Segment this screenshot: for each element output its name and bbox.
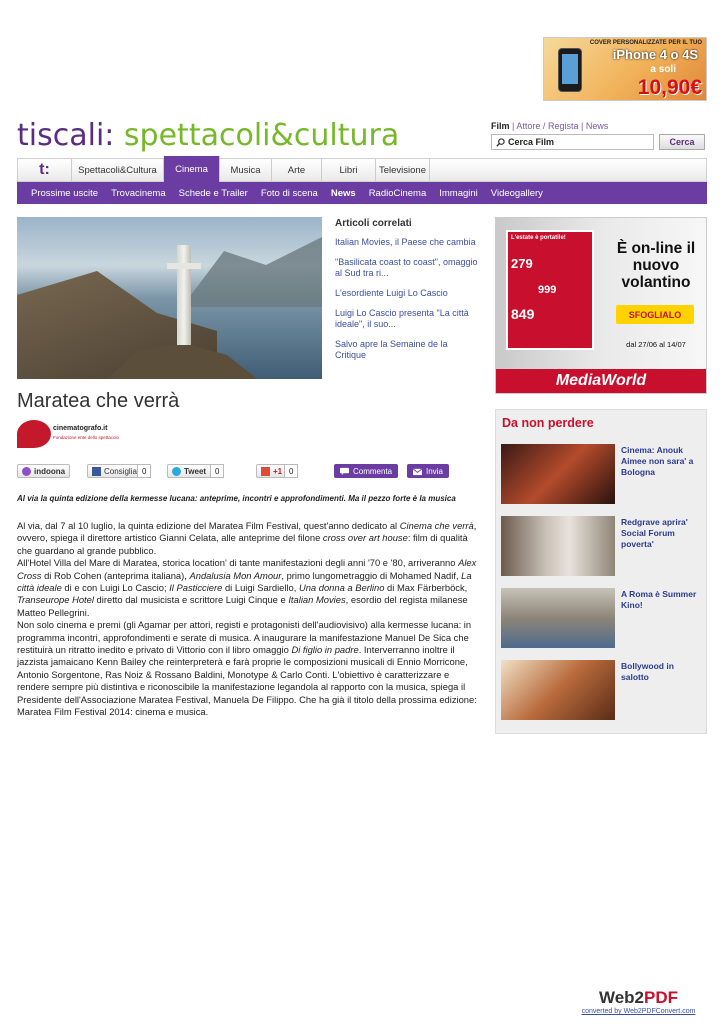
- article-paragraph: Al via, dal 7 al 10 luglio, la quinta edizione del Maratea Film Festival, quest'anno dedicato al Cinema che verrà, ovvero, spiega il direttore artistico Gianni Celata, alle anteprime del filone cross over art house: film di qualità che guardano al grande pubblico.: [17, 520, 477, 556]
- dnp-caption: Redgrave aprira' Social Forum poverta': [621, 517, 688, 549]
- tab-arte[interactable]: Arte: [272, 159, 322, 181]
- twitter-icon: [172, 467, 181, 476]
- google-plus-icon: [261, 467, 270, 476]
- search-type-links: [491, 121, 706, 131]
- dnp-caption: A Roma è Summer Kino!: [621, 589, 697, 610]
- search-area: [491, 121, 706, 150]
- article-body: [17, 520, 479, 719]
- tab-televisione[interactable]: Televisione: [376, 159, 430, 181]
- sep: |: [512, 121, 515, 131]
- web2pdf-link[interactable]: converted by Web2PDFConvert.com: [581, 1008, 696, 1015]
- dnp-heading: Da non perdere: [502, 416, 594, 430]
- hero-bg-hill: [182, 237, 322, 307]
- related-articles: [335, 218, 480, 370]
- tweet-label: Tweet: [184, 466, 207, 476]
- google-plus-button[interactable]: [256, 464, 287, 478]
- tab-musica[interactable]: Musica: [220, 159, 272, 181]
- mail-icon: [413, 467, 422, 476]
- search-input[interactable]: [491, 134, 654, 150]
- main-nav: [17, 158, 707, 182]
- search-type-film[interactable]: Film: [491, 121, 510, 131]
- tab-spettacoli[interactable]: Spettacoli&Cultura: [72, 159, 164, 181]
- phone-image: [558, 48, 582, 92]
- comment-label: Commenta: [353, 466, 393, 476]
- search-button[interactable]: Cerca: [659, 134, 705, 150]
- facebook-icon: [92, 467, 101, 476]
- dnp-thumb: [501, 588, 615, 648]
- dnp-caption: Cinema: Anouk Aimee non sara' a Bologna: [621, 445, 694, 477]
- dnp-item[interactable]: [501, 444, 701, 504]
- search-icon: [496, 138, 505, 147]
- ad-caption: COVER PERSONALIZZATE PER IL TUO: [589, 40, 702, 46]
- indoona-label: indoona: [34, 466, 66, 476]
- search-type-news[interactable]: News: [585, 121, 609, 131]
- dnp-item[interactable]: [501, 660, 701, 720]
- logo-section: spettacoli&cultura: [114, 118, 400, 153]
- article-paragraph: All'Hotel Villa del Mare di Maratea, storica location' di tante manifestazioni degli anni '70 e '80, arriveranno Alex Cross di Rob Cohen (anteprima italiana), Andalusia Mon Amour, primo lungometraggio di Mohamed Nadif, La città ideale di e con Luigi Lo Cascio; Il Pasticciere di Luigi Sardiello, Una donna a Berlino di Max Färberböck, Transeurope Hotel diretto dal musicista e scrittore Luigi Cinque e Italian Movies, esordio del regista milanese Matteo Pellegrini.: [17, 557, 477, 618]
- subnav-trovacinema[interactable]: Trovacinema: [111, 187, 166, 199]
- dnp-caption: Bollywood in salotto: [621, 661, 674, 682]
- search-placeholder: Cerca Film: [508, 137, 555, 147]
- send-label: Invia: [426, 466, 443, 476]
- wm-pdf: PDF: [644, 988, 679, 1007]
- share-bar: [17, 464, 477, 480]
- article-paragraph: Non solo cinema e premi (gli Agamar per attori, registi e protagonisti dell'audiovisivo) alla kermesse lucana: in programma incontri, approfondimenti e serate di musica. A inaugurare la manifestazione Manuel De Sica che restituirà un ritratto inedito e privato di Vittorio con il libro omaggio Di figlio in padre. Interverranno inoltre il jazzista jamaicano Kenn Bailey che reinterpreterà e farà proprie le composizioni musicali di Ennio Morricone, Antonio Sorgentone, Ras Noiz & Rossano Baldini, Monotype & Carlo Conti. L'obiettivo è caratterizzare e rendere sempre più distintiva e riconoscibile la manifestazione legandola al rapporto con la musica, spiega il Presidente dell'Associazione Maratea Festival, Manuela De Filippo. Che ha già il titolo della prossima edizione: Maratea Film Festival 2014: cinema e musica.: [17, 619, 477, 718]
- ad-brand: MediaWorld: [496, 369, 706, 393]
- subnav-immagini[interactable]: Immagini: [439, 187, 478, 199]
- facebook-like-button[interactable]: [87, 464, 142, 478]
- hero-statue-arms: [167, 263, 201, 269]
- sub-nav: [17, 182, 707, 204]
- subnav-schede-trailer[interactable]: Schede e Trailer: [178, 187, 248, 199]
- dnp-item[interactable]: [501, 516, 701, 576]
- indoona-button[interactable]: [17, 464, 70, 478]
- sep: /: [542, 121, 546, 131]
- ad-dates: dal 27/06 al 14/07: [626, 340, 686, 349]
- da-non-perdere-box: [495, 409, 707, 734]
- article-lead: Al via la quinta edizione della kermesse lucana: anteprime, incontri e approfondimenti. Ma il pezzo forte è la musica: [17, 494, 456, 503]
- source-tagline: Fondazione ente dello spettacolo: [53, 435, 120, 440]
- facebook-label: Consiglia: [104, 466, 137, 476]
- flyer-price-2: 999: [538, 284, 557, 296]
- hero-statue: [177, 245, 191, 345]
- search-type-regista[interactable]: Regista: [547, 121, 579, 131]
- source-name: cinematografo.it: [53, 425, 108, 432]
- dnp-thumb: [501, 444, 615, 504]
- article-hero-image: [17, 217, 322, 379]
- ad-headline: È on-line il nuovo volantino: [616, 240, 696, 291]
- flyer-price-3: 849: [511, 306, 535, 322]
- wm-web: Web: [598, 988, 635, 1007]
- wm-two: 2: [634, 988, 645, 1007]
- dnp-thumb: [501, 516, 615, 576]
- ad-price: 10,90€: [637, 76, 702, 99]
- dnp-item[interactable]: [501, 588, 701, 648]
- flyer-price-1: 279: [511, 256, 533, 271]
- related-link[interactable]: Luigi Lo Cascio presenta "La città ideale", il suo...: [335, 308, 469, 329]
- comment-icon: [340, 467, 349, 476]
- subnav-prossime-uscite[interactable]: Prossime uscite: [31, 187, 99, 199]
- web2pdf-logo: [566, 988, 711, 1008]
- logo-tiscali: tiscali:: [17, 118, 115, 153]
- tweet-count: 0: [210, 464, 224, 478]
- source-logo[interactable]: [17, 417, 127, 451]
- home-tab[interactable]: t:: [18, 159, 72, 181]
- subnav-radiocinema[interactable]: RadioCinema: [368, 187, 427, 199]
- tweet-button[interactable]: [167, 464, 211, 478]
- dnp-thumb: [501, 660, 615, 720]
- web2pdf-watermark[interactable]: [566, 988, 711, 1018]
- site-logo[interactable]: [17, 118, 399, 153]
- send-button[interactable]: [407, 464, 449, 478]
- related-link[interactable]: Salvo apre la Semaine de la Critique: [335, 339, 448, 360]
- google-plus-count: 0: [284, 464, 298, 478]
- related-link[interactable]: Italian Movies, il Paese che cambia: [335, 237, 476, 247]
- flyer-image: [506, 230, 594, 350]
- subnav-news[interactable]: News: [330, 187, 356, 199]
- facebook-count: 0: [137, 464, 151, 478]
- article-title: Maratea che verrà: [17, 390, 180, 412]
- source-logo-mark: [17, 420, 51, 448]
- related-link[interactable]: L'esordiente Luigi Lo Cascio: [335, 288, 448, 298]
- indoona-icon: [22, 467, 31, 476]
- search-type-attore[interactable]: Attore: [516, 121, 541, 131]
- tab-cinema[interactable]: Cinema: [164, 156, 220, 182]
- comment-button[interactable]: [334, 464, 398, 478]
- ad-model: iPhone 4 o 4S: [612, 47, 698, 62]
- related-link[interactable]: "Basilicata coast to coast", omaggio al Sud tra ri...: [335, 257, 478, 278]
- related-heading: Articoli correlati: [335, 218, 412, 229]
- ad-soli: a soli: [650, 64, 676, 75]
- ad-cta-button[interactable]: SFOGLIALO: [616, 305, 694, 324]
- subnav-foto-di-scena[interactable]: Foto di scena: [260, 187, 318, 199]
- mediaworld-ad[interactable]: [495, 217, 707, 394]
- top-banner-ad[interactable]: [543, 37, 707, 101]
- flyer-tag: L'estate è portatile!: [511, 235, 566, 241]
- google-plus-label: +1: [273, 466, 283, 476]
- subnav-videogallery[interactable]: Videogallery: [490, 187, 543, 199]
- tab-libri[interactable]: Libri: [322, 159, 376, 181]
- sep: |: [580, 121, 584, 131]
